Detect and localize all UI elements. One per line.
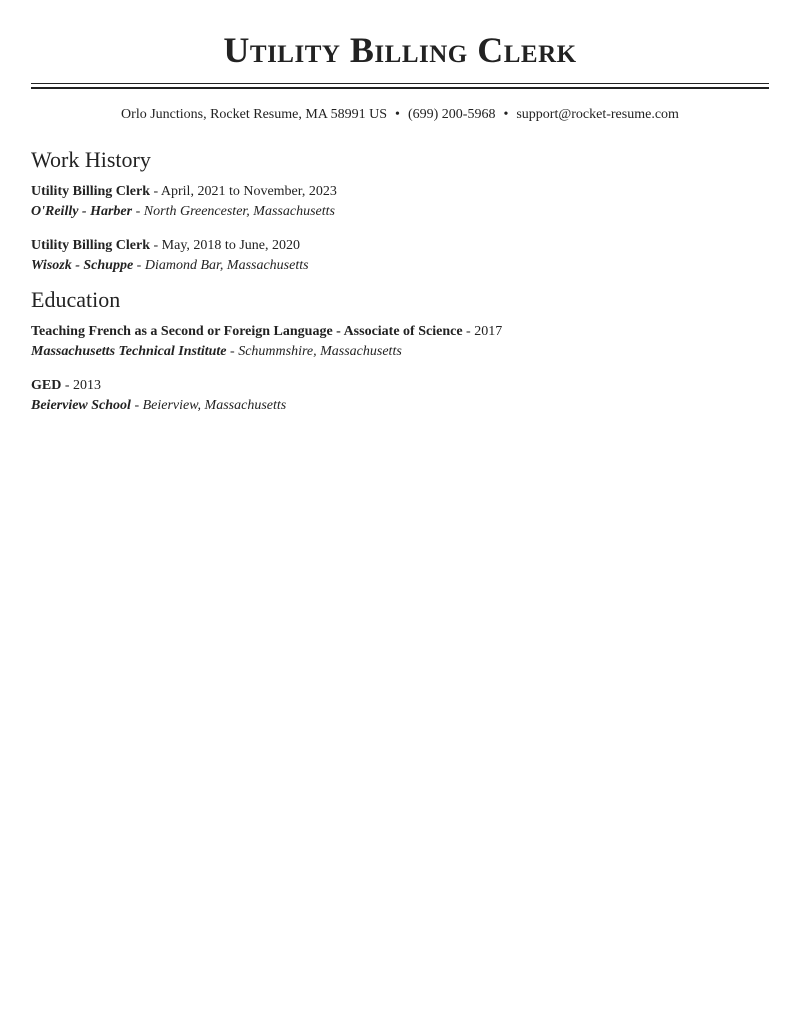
dash: - <box>61 378 74 393</box>
work-entry-line2 <box>31 202 769 222</box>
degree: Teaching French as a Second or Foreign Language - Associate of Science <box>31 324 463 339</box>
work-entry-line1 <box>31 182 769 202</box>
education-heading: Education <box>31 287 121 312</box>
job-location: Diamond Bar, Massachusetts <box>144 258 309 273</box>
employer: O'Reilly - Harber <box>31 204 133 219</box>
contact-email[interactable]: support@rocket-resume.com <box>516 107 679 122</box>
job-dates: May, 2018 to June, 2020 <box>161 238 300 253</box>
education-entry <box>31 376 769 416</box>
dash: - <box>150 184 161 199</box>
school: Beierview School <box>31 398 131 413</box>
employer: Wisozk - Schuppe <box>31 258 134 273</box>
dash: - <box>130 398 143 413</box>
graduation-year: 2013 <box>73 378 102 393</box>
contact-line <box>31 106 769 124</box>
contact-address: Orlo Junctions, Rocket Resume, MA 58991 US <box>121 107 388 122</box>
work-entry <box>31 236 769 276</box>
school-location: Beierview, Massachusetts <box>142 398 287 413</box>
school: Massachusetts Technical Institute <box>31 344 227 359</box>
resume-page <box>0 0 800 416</box>
dash: - <box>150 238 162 253</box>
contact-separator: • <box>503 107 509 122</box>
dash: - <box>462 324 475 339</box>
education-entry <box>31 322 769 362</box>
contact-separator: • <box>395 107 400 122</box>
dash: - <box>132 204 144 219</box>
education-entry-line1 <box>31 376 769 396</box>
school-location: Schummshire, Massachusetts <box>238 344 402 359</box>
graduation-year: 2017 <box>474 324 503 339</box>
education-entry-line1 <box>31 322 769 342</box>
work-entry-line1 <box>31 236 769 256</box>
work-history-heading: Work History <box>31 147 151 172</box>
job-title: Utility Billing Clerk <box>31 238 150 253</box>
work-entry <box>31 182 769 222</box>
dash: - <box>226 344 239 359</box>
dash: - <box>133 258 145 273</box>
job-title: Utility Billing Clerk <box>31 184 150 199</box>
contact-phone: (699) 200-5968 <box>407 107 496 122</box>
resume-title: Utility Billing Clerk <box>223 30 577 70</box>
education-entry-line2 <box>31 342 769 362</box>
degree: GED <box>31 378 62 393</box>
job-dates: April, 2021 to November, 2023 <box>160 184 337 199</box>
work-entry-line2 <box>31 256 769 276</box>
education-entry-line2 <box>31 396 769 416</box>
title-double-rule <box>31 83 769 89</box>
job-location: North Greencester, Massachusetts <box>143 204 335 219</box>
